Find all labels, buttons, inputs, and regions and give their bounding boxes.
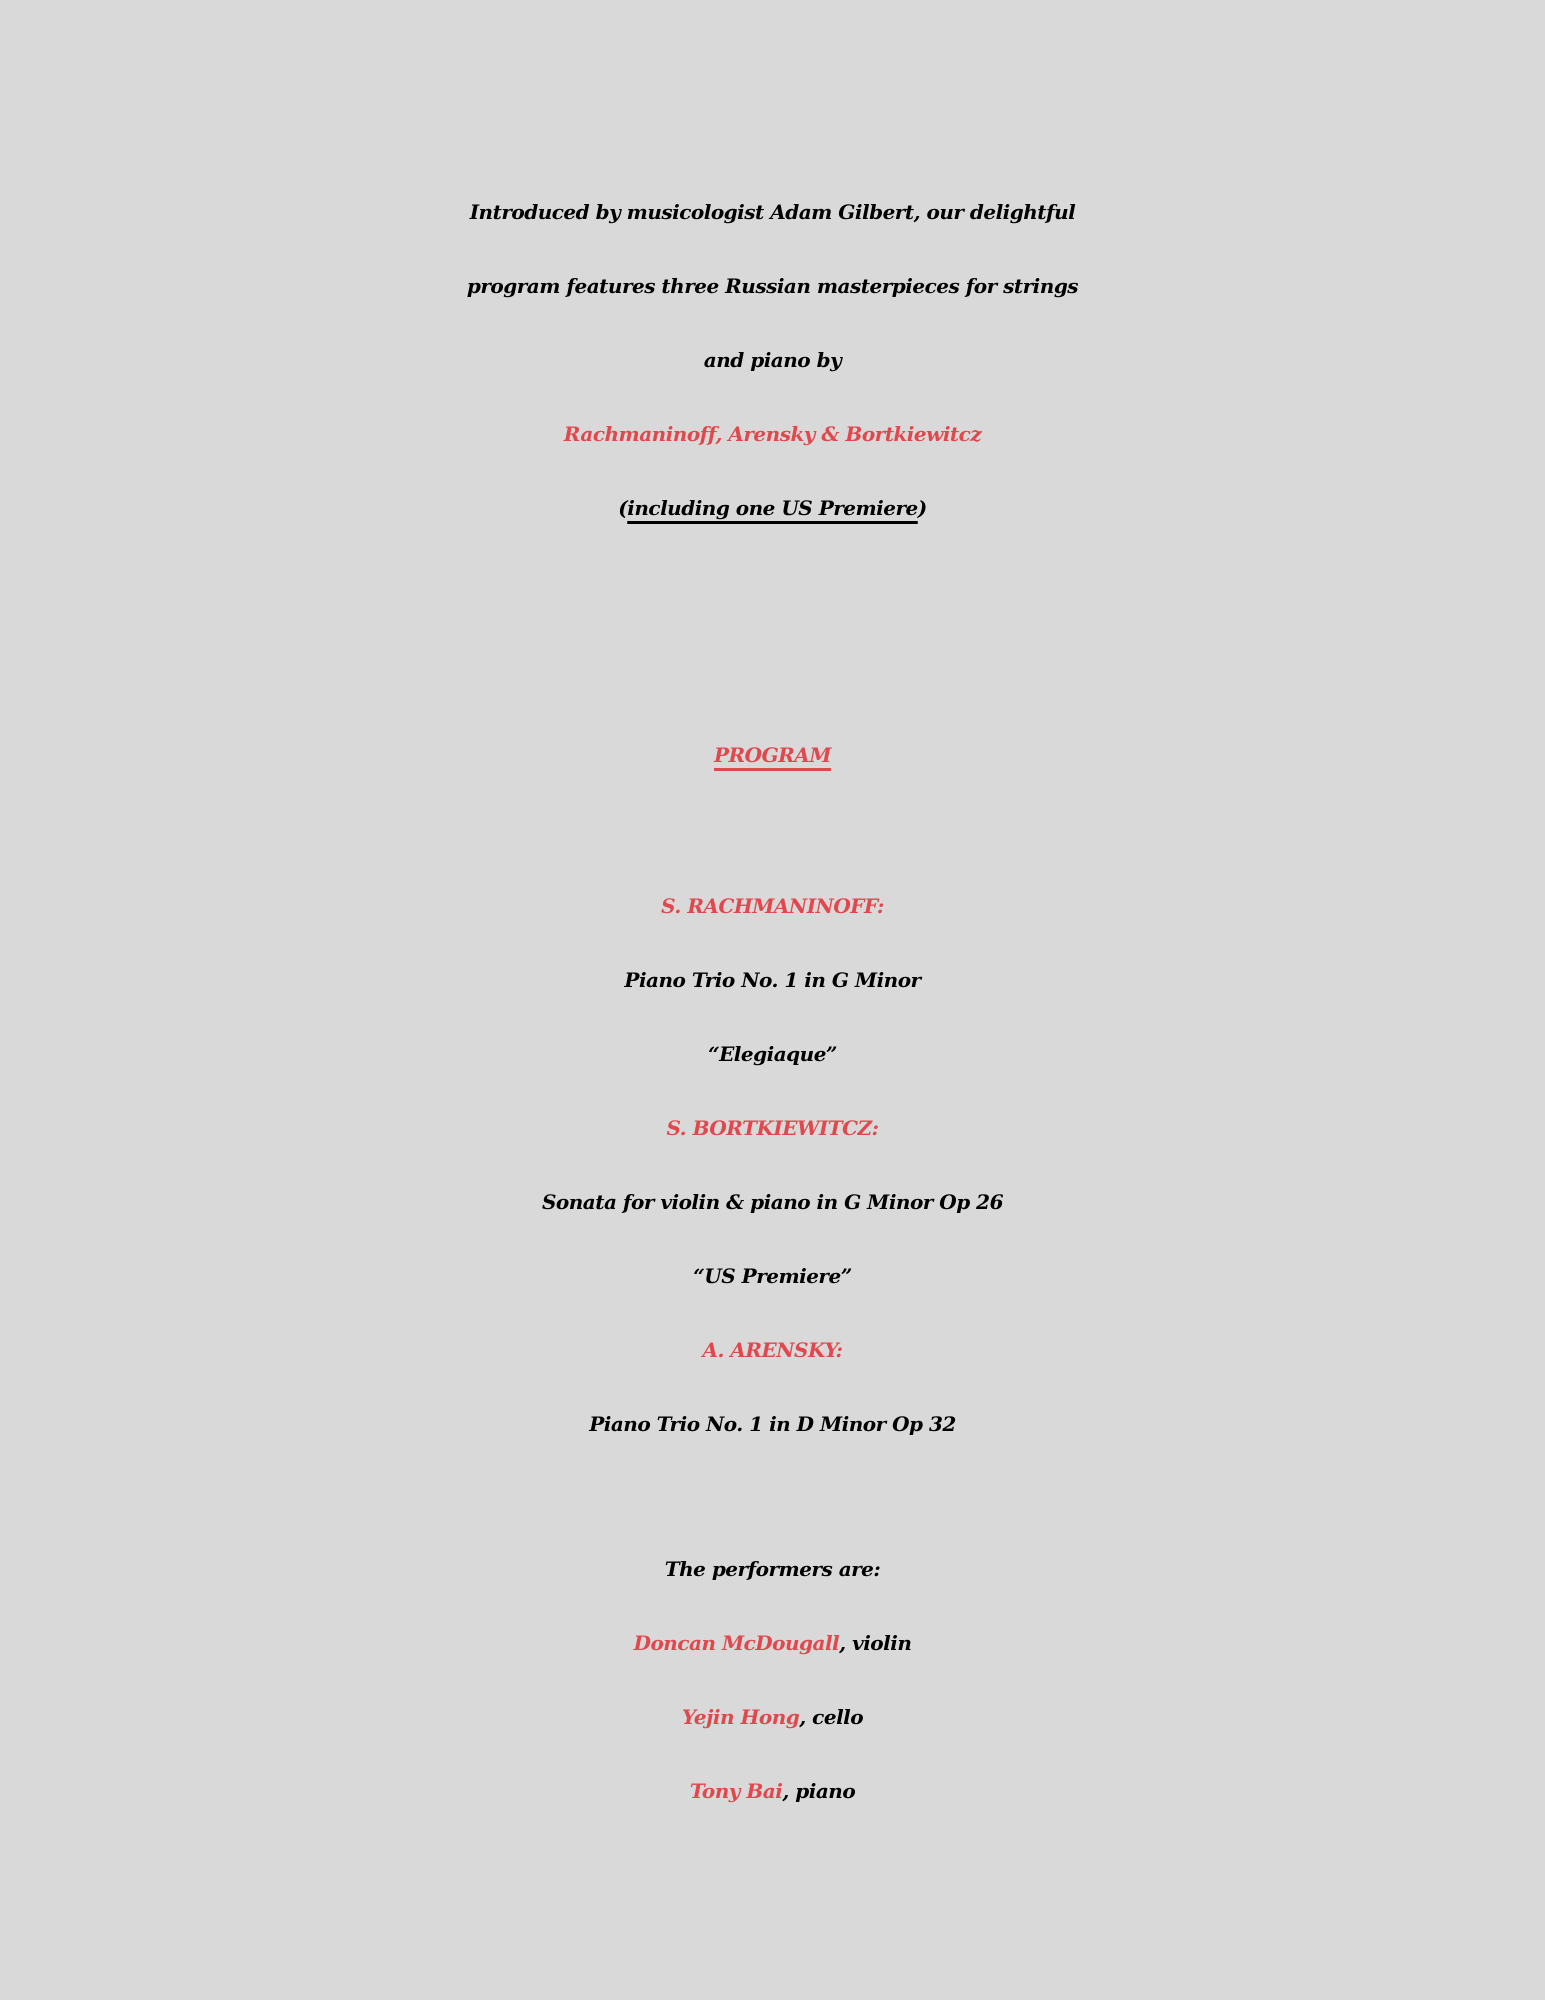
work-2-subtitle: “US Premiere” xyxy=(693,1264,852,1288)
intro-line-1: Introduced by musicologist Adam Gilbert, our delightful xyxy=(469,200,1076,224)
work-2-title: Sonata for violin & piano in G Minor Op 26 xyxy=(541,1190,1003,1214)
work-1-subtitle: “Elegiaque” xyxy=(708,1042,837,1066)
premiere-note: including one US Premiere xyxy=(627,496,918,520)
intro-premiere-line xyxy=(0,471,1545,545)
performer-1 xyxy=(0,1606,1545,1680)
performers-heading: The performers are: xyxy=(664,1557,881,1581)
intro-line-2: program features three Russian masterpieces for strings xyxy=(466,274,1079,298)
performer-2-role: , cello xyxy=(799,1705,864,1729)
work-2-composer: S. BORTKIEWITCZ: xyxy=(666,1116,879,1140)
work-3-title: Piano Trio No. 1 in D Minor Op 32 xyxy=(589,1412,956,1436)
performer-2-name: Yejin Hong xyxy=(681,1705,800,1729)
work-1-composer: S. RACHMANINOFF: xyxy=(661,894,884,918)
performer-2 xyxy=(0,1680,1545,1754)
performer-3 xyxy=(0,1754,1545,1828)
program-heading xyxy=(0,718,1545,792)
performer-3-role: , piano xyxy=(782,1779,856,1803)
performer-1-role: , violin xyxy=(839,1631,912,1655)
program-heading-text: PROGRAM xyxy=(714,743,831,767)
performer-1-name: Doncan McDougall xyxy=(633,1631,840,1655)
performer-3-name: Tony Bai xyxy=(689,1779,783,1803)
work-1-title: Piano Trio No. 1 in G Minor xyxy=(624,968,921,992)
premiere-open-paren: ( xyxy=(618,496,628,520)
intro-composers: Rachmaninoff, Arensky & Bortkiewitcz xyxy=(563,422,982,446)
work-3-composer: A. ARENSKY: xyxy=(702,1338,843,1362)
premiere-close-paren: ) xyxy=(917,496,927,520)
intro-line-3: and piano by xyxy=(703,348,842,372)
